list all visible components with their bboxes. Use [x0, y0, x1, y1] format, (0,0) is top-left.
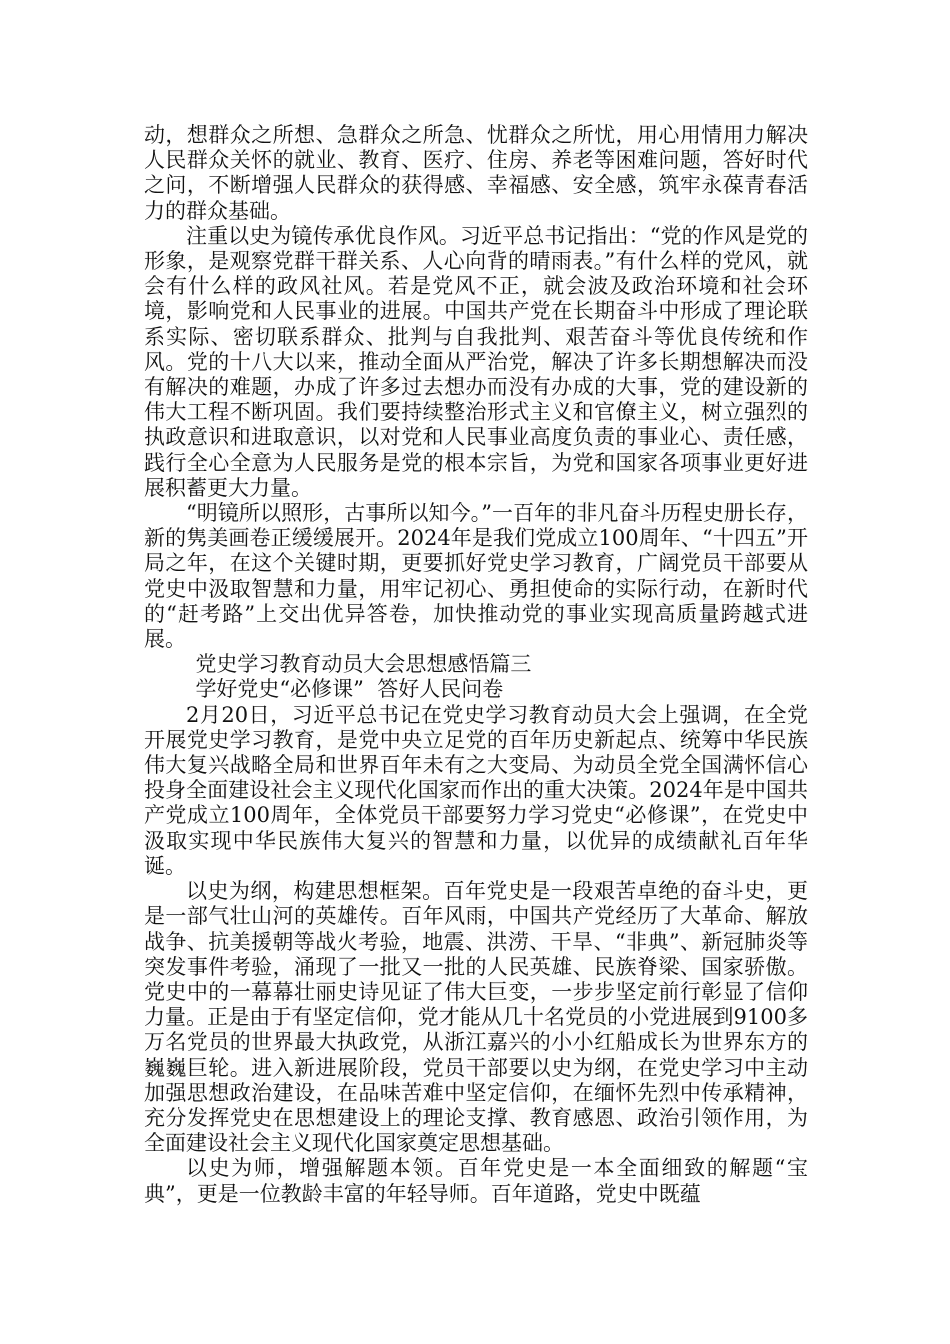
- document-page: [144, 123, 808, 1207]
- paragraph-mirror-history: “明镜所以照形，古事所以知今。”一百年的非凡奋斗历程史册长存，新的隽美画卷正缓缓展开。2024年是我们党成立100周年、“十四五”开局之年，在这个关键时期，更要抓好党史学习教育，广阔党员干部要从党史中汲取智慧和力量，用牢记初心、勇担使命的实际行动，在新时代的“赶考路”上交出优异答卷，加快推动党的事业实现高质量跨越式进展。: [144, 501, 808, 652]
- section-title: 党史学习教育动员大会思想感悟篇三: [195, 652, 532, 677]
- section-subtitle: 学好党史“必修课” 答好人民问卷: [195, 677, 504, 702]
- paragraph-history-as-outline: 以史为纲，构建思想框架。百年党史是一段艰苦卓绝的奋斗史，更是一部气壮山河的英雄传。百年风雨，中国共产党经历了大革命、解放战争、抗美援朝等战火考验，地震、洪涝、干旱、“非典”、新冠肺炎等突发事件考验，涌现了一批又一批的人民英雄、民族脊梁、国家骄傲。党史中的一幕幕壮丽史诗见证了伟大巨变，一步步坚定前行彰显了信仰力量。正是由于有坚定信仰，党才能从几十名党员的小党进展到9100多万名党员的世界最大执政党，从浙江嘉兴的小小红船成长为世界东方的巍巍巨轮。进入新进展阶段，党员干部要以史为纲，在党史学习中主动加强思想政治建设，在品味苦难中坚定信仰，在缅怀先烈中传承精神，充分发挥党史在思想建设上的理论支撑、教育感恩、政治引领作用，为全面建设社会主义现代化国家奠定思想基础。: [144, 879, 808, 1156]
- paragraph-history-as-teacher: 以史为师，增强解题本领。百年党史是一本全面细致的解题“宝典”，更是一位教龄丰富的年轻导师。百年道路，党史中既蕴: [144, 1156, 808, 1206]
- paragraph-feb20: 2月20日，习近平总书记在党史学习教育动员大会上强调，在全党开展党史学习教育，是党中央立足党的百年历史新起点、统筹中华民族伟大复兴战略全局和世界百年未有之大变局、为动员全党全国满怀信心投身全面建设社会主义现代化国家而作出的重大决策。2024年是中国共产党成立100周年，全体党员干部要努力学习党史“必修课”，在党史中汲取实现中华民族伟大复兴的智慧和力量，以优异的成绩献礼百年华诞。: [144, 702, 808, 878]
- paragraph-continued: 动，想群众之所想、急群众之所急、忧群众之所忧，用心用情用力解决人民群众关怀的就业、教育、医疗、住房、养老等困难问题，答好时代之问，不断增强人民群众的获得感、幸福感、安全感，筑牢永葆青春活力的群众基础。: [144, 123, 808, 223]
- paragraph-party-style: 注重以史为镜传承优良作风。习近平总书记指出：“党的作风是党的形象，是观察党群干群关系、人心向背的晴雨表。”有什么样的党风，就会有什么样的政风社风。若是党风不正，就会波及政治环境和社会环境，影响党和人民事业的进展。中国共产党在长期奋斗中形成了理论联系实际、密切联系群众、批判与自我批判、艰苦奋斗等优良传统和作风。党的十八大以来，推动全面从严治党，解决了许多长期想解决而没有解决的难题，办成了许多过去想办而没有办成的大事，党的建设新的伟大工程不断巩固。我们要持续整治形式主义和官僚主义，树立强烈的执政意识和进取意识，以对党和人民事业高度负责的事业心、责任感，践行全心全意为人民服务是党的根本宗旨，为党和国家各项事业更好进展积蓄更大力量。: [144, 223, 808, 500]
